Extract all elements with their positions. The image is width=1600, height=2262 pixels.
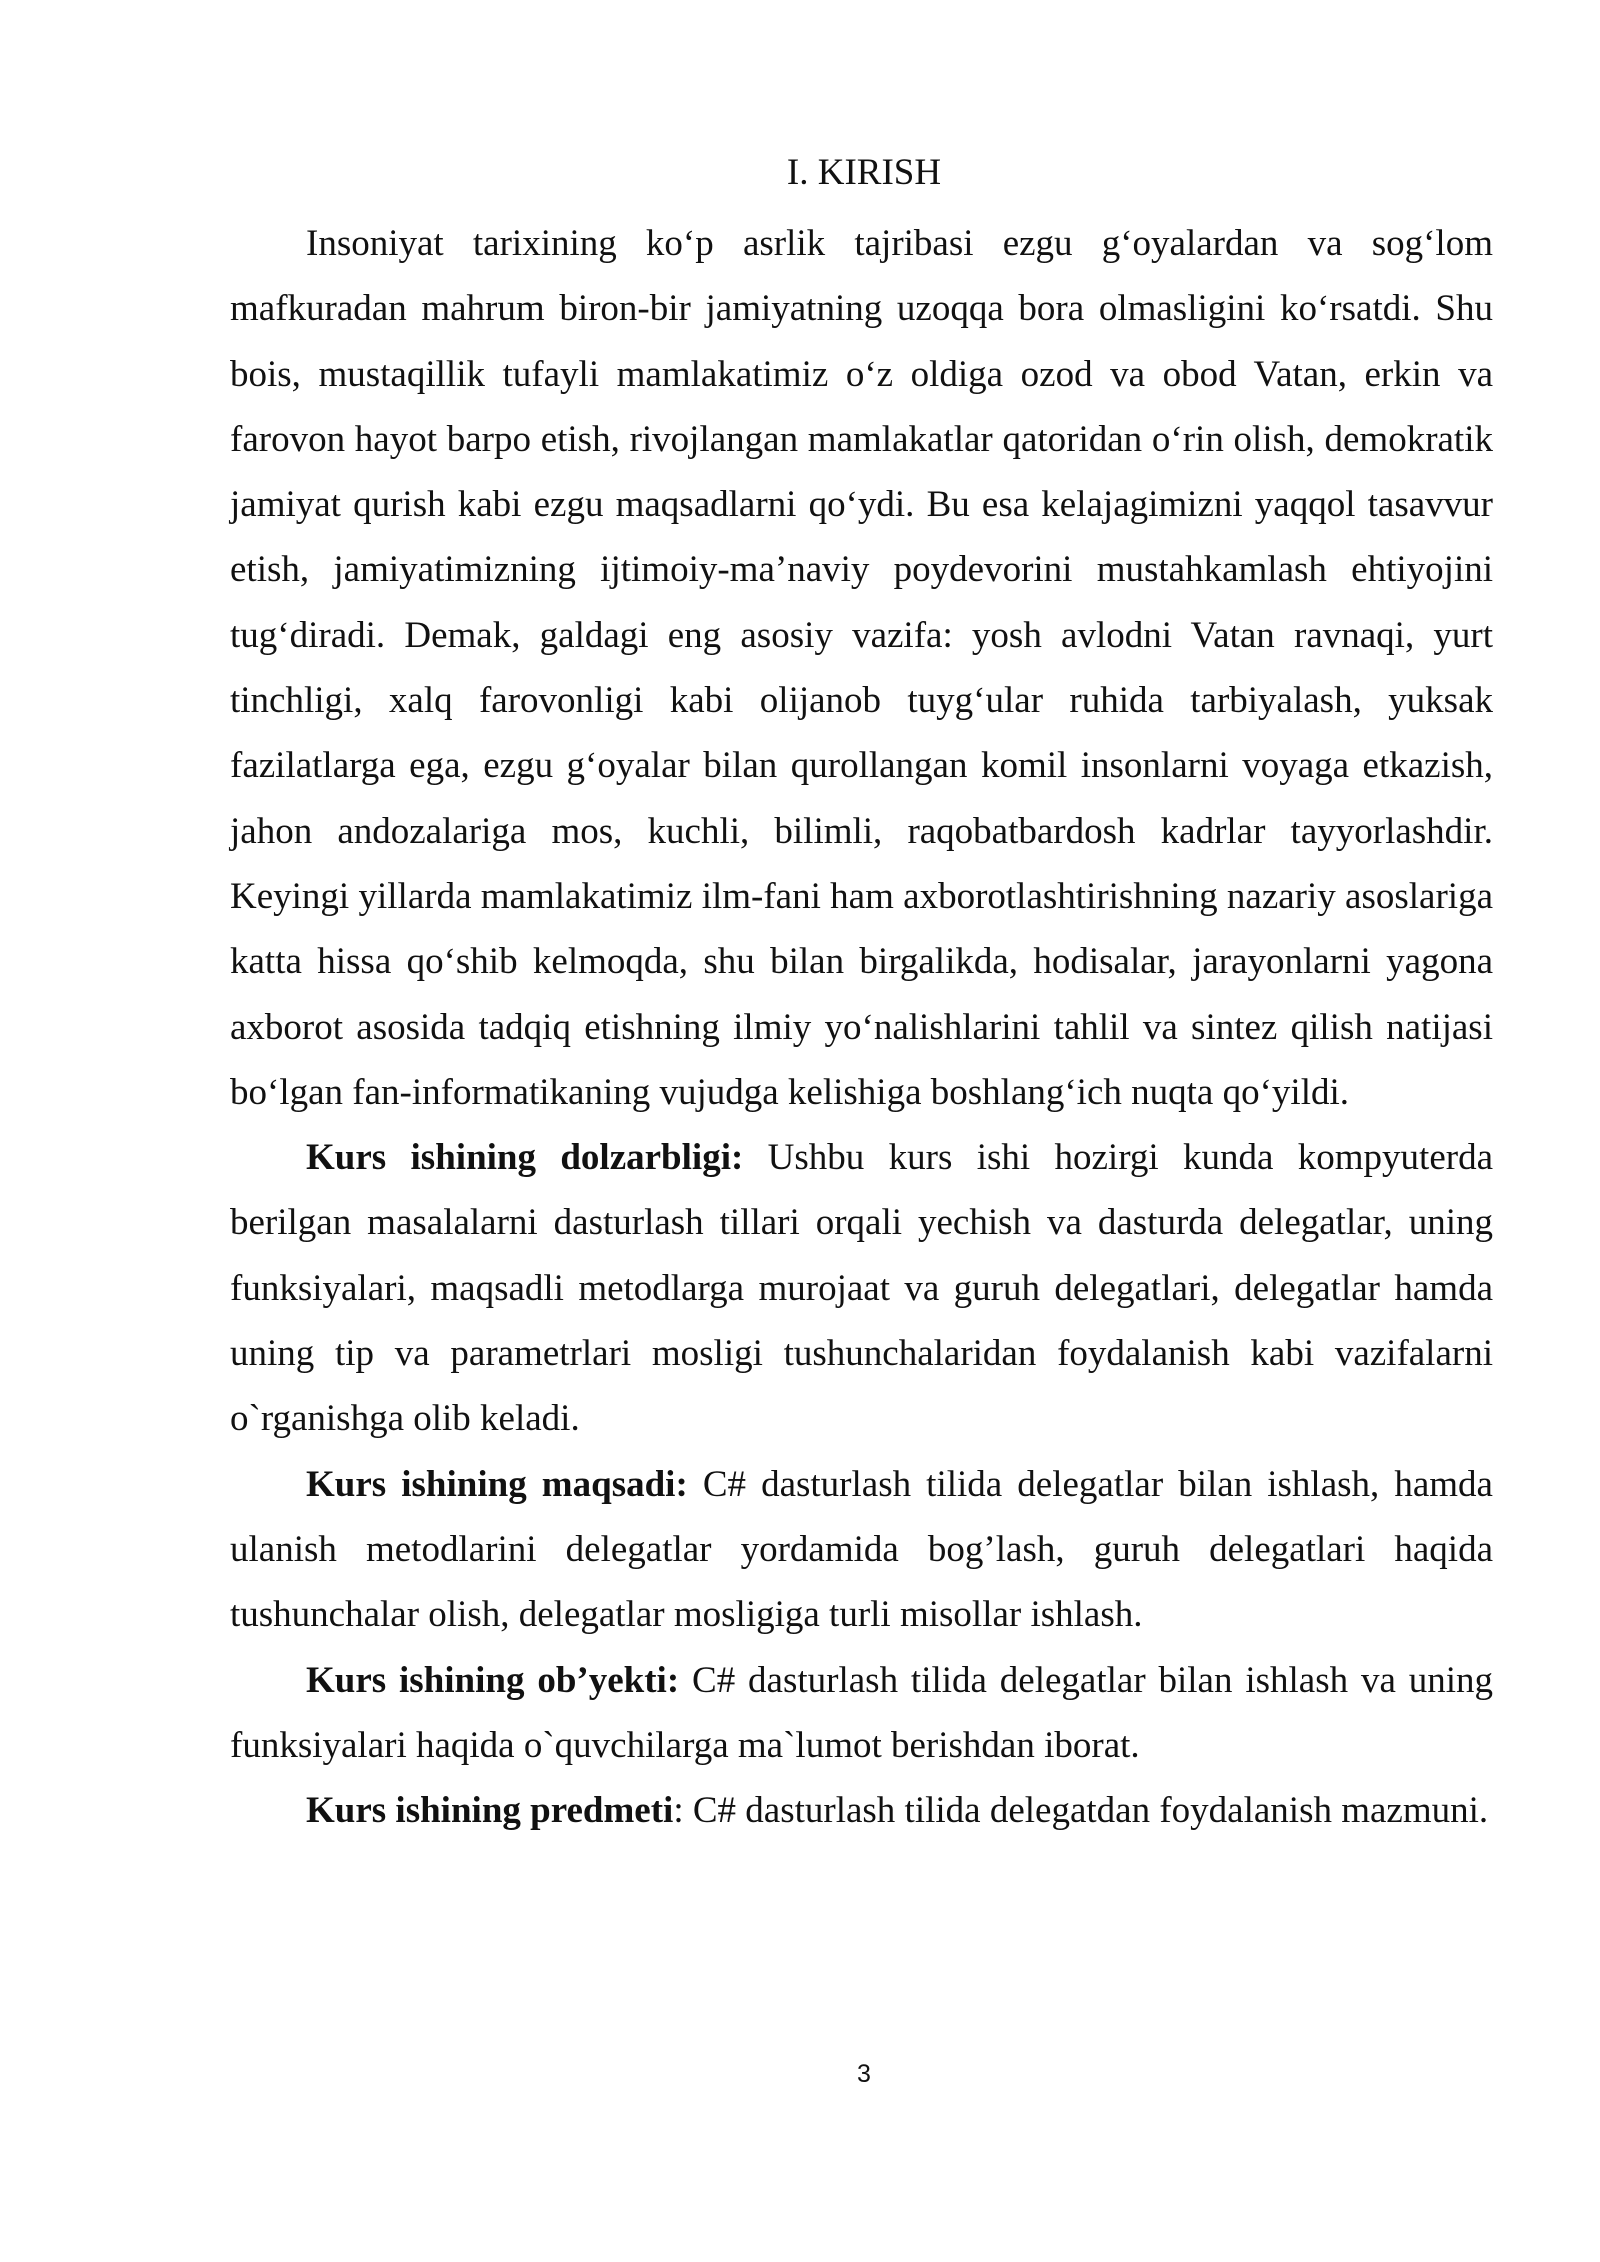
section-heading: I. KIRISH bbox=[786, 152, 942, 193]
paragraph-lead: Kurs ishining maqsadi: bbox=[306, 1463, 688, 1505]
body-text bbox=[230, 211, 1493, 1843]
paragraph-lead: Kurs ishining predmeti bbox=[306, 1790, 674, 1832]
paragraph-text: Insoniyat tarixining ko‘p asrlik tajribasi ezgu g‘oyalardan va sog‘lom mafkuradan mahrum biron-bir jamiyatning uzoqqa bora olmasligini ko‘rsatdi. Shu bois, mustaqillik tufayli mamlakatimiz o‘z oldiga ozod va obod Vatan, erkin va farovon hayot barpo etish, rivojlangan mamlakatlar qatoridan o‘rin olish, demokratik jamiyat qurish kabi ezgu maqsadlarni qo‘ydi. Bu esa kelajagimizni yaqqol tasavvur etish, jamiyatimizning ijtimoiy-ma’naviy poydevorini mustahkamlash ehtiyojini tug‘diradi. Demak, galdagi eng asosiy vazifa: yosh avlodni Vatan ravnaqi, yurt tinchligi, xalq farovonligi kabi olijanob tuyg‘ular ruhida tarbiyalash, yuksak fazilatlarga ega, ezgu g‘oyalar bilan qurollangan komil insonlarni voyaga etkazish, jahon andozalariga mos, kuchli, bilimli, raqobatbardosh kadrlar tayyorlashdir. Keyingi yillarda mamlakatimiz ilm-fani ham axborotlashtirishning nazariy asoslariga katta hissa qo‘shib kelmoqda, shu bilan birgalikda, hodisalar, jarayonlarni yagona axborot asosida tadqiq etishning ilmiy yo‘nalishlarini tahlil va sintez qilish natijasi bo‘lgan fan-informatikaning vujudga kelishiga boshlang‘ich nuqta qo‘yildi. bbox=[230, 223, 1493, 1113]
paragraph-relevance bbox=[230, 1125, 1493, 1451]
paragraph-lead: Kurs ishining ob’yekti: bbox=[306, 1659, 680, 1701]
paragraph-lead: Kurs ishining dolzarbligi: bbox=[306, 1137, 744, 1179]
page-number: 3 bbox=[857, 2060, 871, 2088]
paragraph-text: : C# dasturlash tilida delegatdan foydalanish mazmuni. bbox=[673, 1790, 1489, 1832]
paragraph-subject bbox=[230, 1778, 1493, 1843]
paragraph-text: C# dasturlash tilida delegatlar bilan ishlash, hamda ulanish metodlarini delegatlar yordamida bog’lash, guruh delegatlari haqida tushunchalar olish, delegatlar mosligiga turli misollar ishlash. bbox=[230, 1463, 1493, 1636]
paragraph-introduction bbox=[230, 211, 1493, 1125]
paragraph-object bbox=[230, 1648, 1493, 1779]
paragraph-text: C# dasturlash tilida delegatlar bilan ishlash va uning funksiyalari haqida o`quvchilarga ma`lumot berishdan iborat. bbox=[230, 1659, 1493, 1766]
paragraph-text: Ushbu kurs ishi hozirgi kunda kompyuterda berilgan masalalarni dasturlash tillari orqali yechish va dasturda delegatlar, uning funksiyalari, maqsadli metodlarga murojaat va guruh delegatlari, delegatlar hamda uning tip va parametrlari mosligi tushunchalaridan foydalanish kabi vazifalarni o`rganishga olib keladi. bbox=[230, 1137, 1493, 1440]
paragraph-goal bbox=[230, 1452, 1493, 1648]
